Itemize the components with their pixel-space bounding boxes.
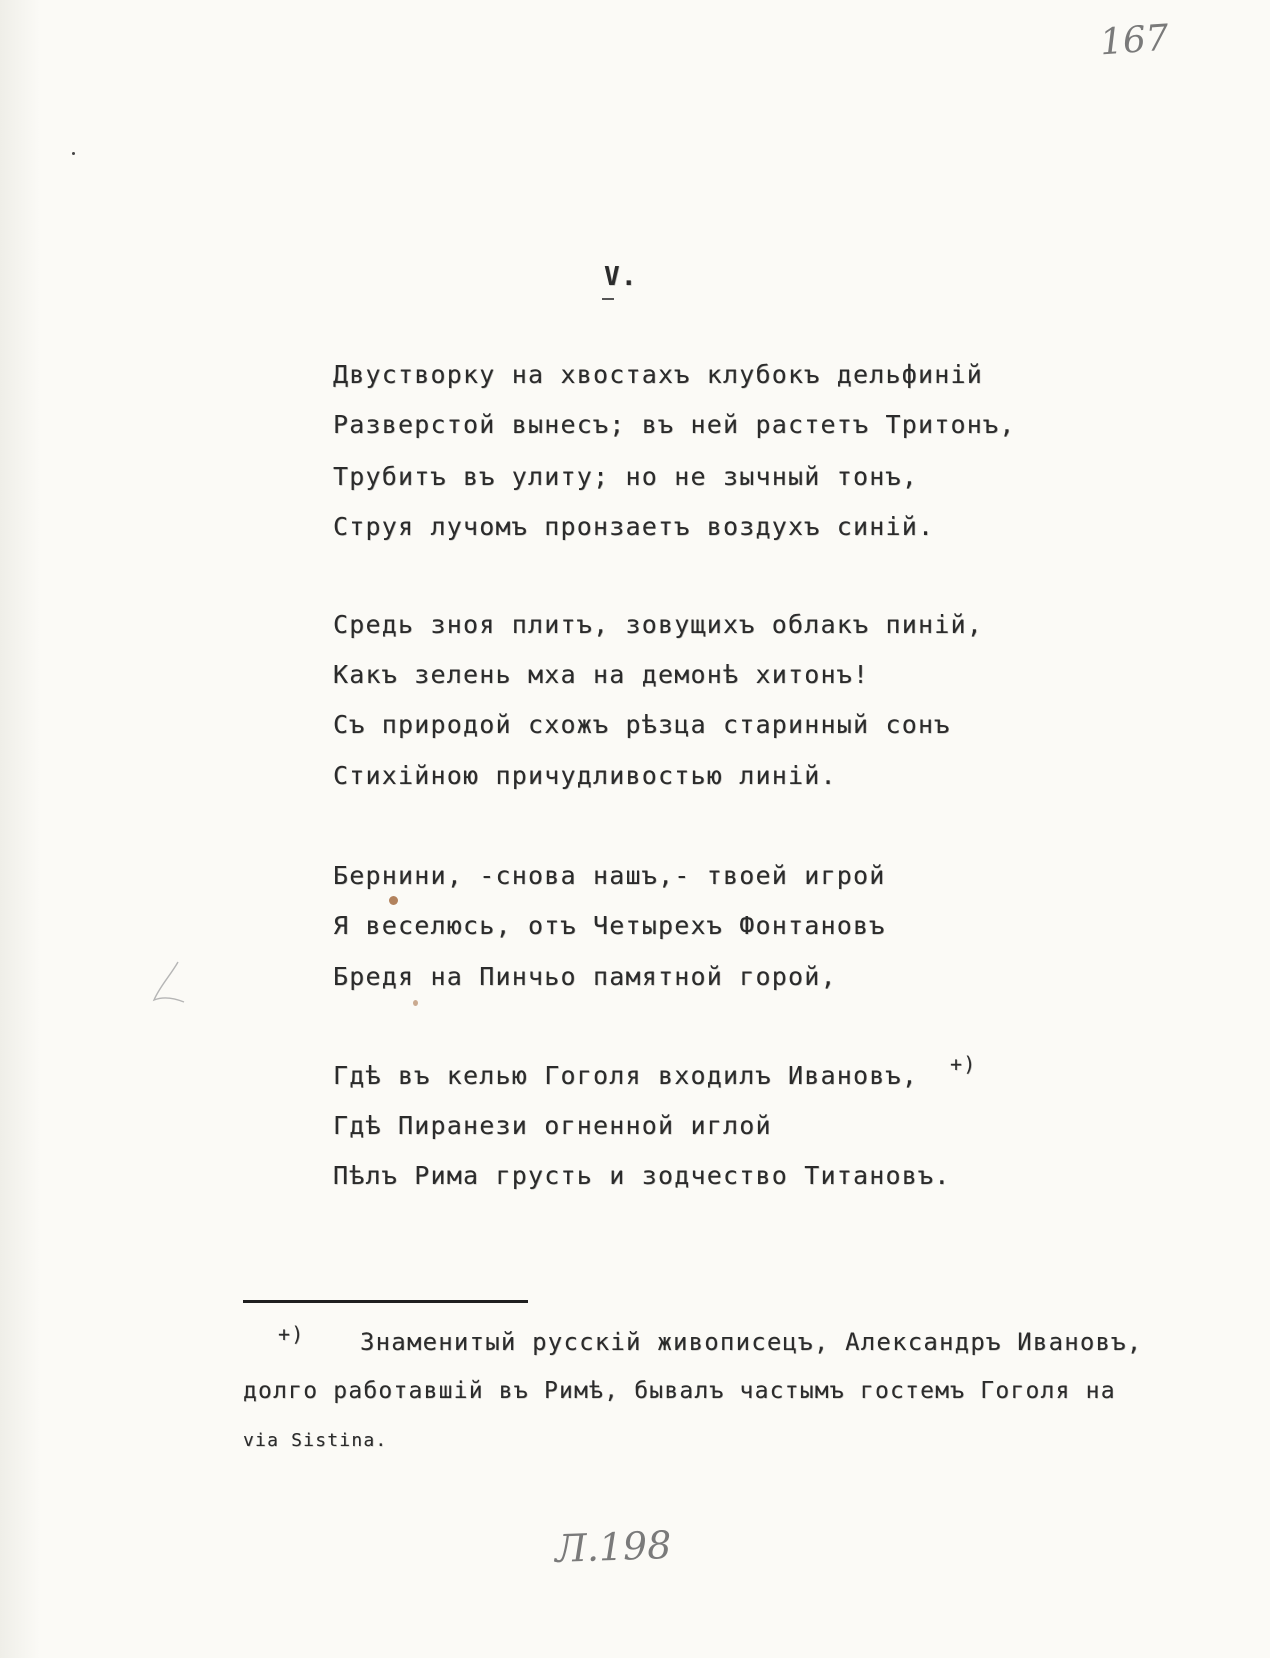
footnote-reference-mark: +) (950, 1052, 977, 1076)
poem-line-9: Бернини, -снова нашъ,- твоей игрой (333, 861, 886, 890)
poem-line-12: Гдѣ въ келью Гоголя входилъ Ивановъ, (333, 1061, 919, 1090)
ink-stain (413, 1000, 418, 1006)
footnote-rule (243, 1300, 528, 1303)
poem-line-13: Гдѣ Пиранези огненной иглой (333, 1111, 772, 1140)
poem-line-5: Средь зноя плитъ, зовущихъ облакъ пиній, (333, 610, 984, 639)
footnote-line-3: via Sistina. (243, 1430, 388, 1451)
pencil-mark (148, 958, 188, 1008)
poem-line-8: Стихійною причудливостью линій. (333, 761, 837, 790)
poem-line-7: Съ природой схожъ рѣзца старинный сонъ (333, 710, 951, 739)
poem-line-4: Струя лучомъ пронзаетъ воздухъ синій. (333, 512, 935, 541)
footnote-line-1: Знаменитый русскій живописецъ, Александръ Ивановъ, (360, 1328, 1143, 1356)
ink-speck (72, 152, 75, 155)
poem-line-3: Трубитъ въ улиту; но не зычный тонъ, (333, 462, 919, 491)
poem-line-10: Я веселюсь, отъ Четырехъ Фонтановъ (333, 911, 886, 940)
footnote-marker: +) (278, 1322, 305, 1346)
poem-line-6: Какъ зелень мха на демонѣ хитонъ! (333, 660, 870, 689)
poem-line-2: Разверстой вынесъ; въ ней растетъ Тритонъ, (333, 410, 1016, 439)
section-numeral: V. (604, 262, 638, 292)
poem-line-1: Двустворку на хвостахъ клубокъ дельфиній (333, 360, 984, 389)
poem-line-11: Бредя на Пинчьо памятной горой, (333, 962, 837, 991)
handwritten-page-number: 167 (1098, 17, 1171, 64)
poem-line-14: Пѣлъ Рима грусть и зодчество Титановъ. (333, 1161, 951, 1190)
footnote-line-2: долго работавшій въ Римѣ, бывалъ частымъ гостемъ Гоголя на (243, 1378, 1116, 1404)
ink-stain (389, 896, 398, 905)
handwritten-archive-mark: Л.198 (554, 1522, 673, 1572)
numeral-underline (602, 298, 614, 300)
